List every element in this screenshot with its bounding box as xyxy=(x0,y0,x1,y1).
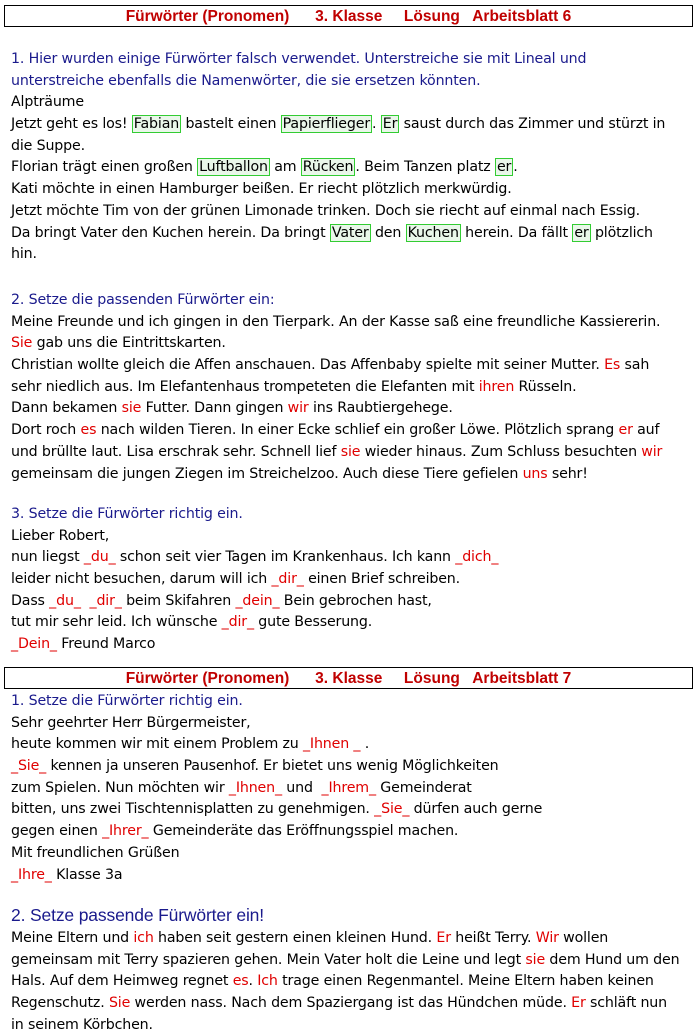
answer-pronoun: Es xyxy=(604,357,621,374)
text: . xyxy=(248,973,258,990)
answer-pronoun: sie xyxy=(121,400,142,417)
text: Klasse 3a xyxy=(51,866,123,883)
text: Da bringt Vater den Kuchen herein. Da bringt xyxy=(11,224,330,241)
answer-pronoun: _Dein_ xyxy=(11,636,57,653)
highlight-noun: Luftballon xyxy=(199,159,268,176)
text: kennen ja unseren Pausenhof. Er bietet uns wenig Möglichkeiten xyxy=(46,758,499,775)
text: . xyxy=(513,159,518,176)
letter-line: Sehr geehrter Herr Bürgermeister, xyxy=(11,714,251,731)
story-line xyxy=(11,114,692,136)
text-line xyxy=(11,377,692,399)
instruction-1a: 1. Hier wurden einige Fürwörter falsch verwendet. Unterstreiche sie mit Lineal und xyxy=(11,51,587,67)
text-line xyxy=(11,928,692,950)
answer-pronoun: _Sie_ xyxy=(374,801,410,818)
answer-pronoun: es xyxy=(232,973,249,990)
text-line xyxy=(11,398,692,420)
text: Florian trägt einen großen xyxy=(11,159,198,176)
text: Jetzt geht es los! xyxy=(11,116,132,133)
text: nach wilden Tieren. In einer Ecke schlief ein großer Löwe. Plötzlich sprang xyxy=(96,422,619,439)
answer-pronoun: ich xyxy=(133,930,154,946)
text xyxy=(81,593,90,609)
text: schon seit vier Tagen im Krankenhaus. Ich kann xyxy=(115,549,456,566)
highlight-noun: Kuchen xyxy=(407,224,459,241)
text: und xyxy=(281,779,322,796)
text: den xyxy=(370,224,406,241)
text: haben seit gestern einen kleinen Hund. xyxy=(153,930,437,946)
story-line xyxy=(11,157,692,179)
text: beim Skifahren xyxy=(121,592,236,609)
text: Hals. Auf dem Heimweg regnet xyxy=(11,973,233,990)
answer-pronoun: _Ihrer_ xyxy=(102,823,149,840)
letter-line xyxy=(11,799,692,821)
answer-pronoun: _dir_ xyxy=(89,592,122,609)
letter-line xyxy=(11,612,692,634)
letter-line xyxy=(11,865,692,887)
story-line xyxy=(11,223,692,245)
highlight-noun: Fabian xyxy=(133,116,180,133)
text: Christian wollte gleich die Affen anschauen. Das Affenbaby spielte mit seiner Mutter. xyxy=(11,357,605,374)
instruction-2: 2. Setze die passenden Fürwörter ein: xyxy=(11,292,275,308)
text: nun liegst xyxy=(11,549,84,566)
text: sehr! xyxy=(547,465,588,482)
letter-line: Mit freundlichen Grüßen xyxy=(11,844,180,861)
highlight-noun: Vater xyxy=(331,224,369,241)
text-line xyxy=(11,993,692,1015)
text: einen Brief schreiben. xyxy=(303,571,461,588)
answer-pronoun: wir xyxy=(287,400,309,417)
text-line xyxy=(11,971,692,993)
text: sehr niedlich aus. Im Elefantenhaus trompeteten die Elefanten mit xyxy=(11,378,479,395)
story-line: Kati möchte in einen Hamburger beißen. Er riecht plötzlich merkwürdig. xyxy=(11,181,512,198)
text: dem Hund um den xyxy=(545,951,680,968)
answer-pronoun: _dich_ xyxy=(455,549,499,566)
text-line: Meine Freunde und ich gingen in den Tierpark. An der Kasse saß eine freundliche Kassiererin. xyxy=(11,313,661,330)
text: gute Besserung. xyxy=(253,614,373,631)
instruction-4: 1. Setze die Fürwörter richtig ein. xyxy=(11,693,243,709)
text: Dann bekamen xyxy=(11,400,122,417)
highlight-noun: Papierflieger xyxy=(282,116,371,133)
text: . Beim Tanzen platz xyxy=(355,159,495,176)
answer-pronoun: _dir_ xyxy=(221,614,254,631)
answer-pronoun: _Sie_ xyxy=(11,758,47,775)
text: bastelt einen xyxy=(181,116,281,133)
text: werden nass. Nach dem Spaziergang ist das Hündchen müde. xyxy=(130,995,572,1012)
answer-pronoun: Er xyxy=(436,930,451,946)
text-line: in seinem Körbchen. xyxy=(11,1016,153,1033)
answer-pronoun: _du_ xyxy=(83,549,116,566)
text: Regenschutz. xyxy=(11,995,109,1012)
answer-pronoun: Er xyxy=(571,995,586,1012)
highlight-pronoun: Er xyxy=(382,116,398,133)
text: . xyxy=(372,116,381,133)
answer-pronoun: Sie xyxy=(108,995,131,1012)
text: Dort roch xyxy=(11,422,81,439)
text-line xyxy=(11,333,692,355)
highlight-noun: Rücken xyxy=(302,159,354,176)
story-line: die Suppe. xyxy=(11,137,85,154)
answer-pronoun: Wir xyxy=(535,930,559,946)
answer-pronoun: _Ihnen_ xyxy=(228,779,282,796)
text-line xyxy=(11,950,692,972)
text: ins Raubtiergehege. xyxy=(308,400,453,417)
text: zum Spielen. Nun möchten wir xyxy=(11,779,229,796)
highlight-pronoun: er xyxy=(496,159,512,176)
answer-pronoun: _Ihre_ xyxy=(11,866,52,883)
section-5 xyxy=(11,902,692,1036)
text: gegen einen xyxy=(11,823,103,840)
text: auf xyxy=(632,422,660,439)
section-3 xyxy=(11,504,692,656)
text: Bein gebrochen hast, xyxy=(279,592,432,609)
story-title: Alpträume xyxy=(11,94,84,111)
text: trage einen Regenmantel. Meine Eltern haben keinen xyxy=(277,973,654,990)
letter-line xyxy=(11,569,692,591)
answer-pronoun: ihren xyxy=(478,378,515,395)
answer-pronoun: _du_ xyxy=(49,592,81,609)
text: dürfen auch gerne xyxy=(409,801,543,818)
answer-pronoun: sie xyxy=(340,443,361,460)
section-2 xyxy=(11,290,692,485)
letter-line: Lieber Robert, xyxy=(11,527,110,544)
text: gab uns die Eintrittskarten. xyxy=(32,335,226,352)
answer-pronoun: uns xyxy=(522,465,548,482)
text: Gemeinderat xyxy=(375,779,472,796)
text: Futter. Dann gingen xyxy=(141,400,288,417)
text-line xyxy=(11,464,692,486)
letter-line xyxy=(11,778,692,800)
text: tut mir sehr leid. Ich wünsche xyxy=(11,614,222,631)
instruction-1b: unterstreiche ebenfalls die Namenwörter, die sie ersetzen könnten. xyxy=(11,72,481,89)
text: wollen xyxy=(558,930,609,946)
text: Gemeinderäte das Eröffnungsspiel machen. xyxy=(148,823,459,840)
answer-pronoun: _dein_ xyxy=(235,592,280,609)
text: heute kommen wir mit einem Problem zu xyxy=(11,736,303,753)
answer-pronoun: sie xyxy=(525,951,546,968)
text: sah xyxy=(620,357,650,374)
text: heißt Terry. xyxy=(450,930,536,946)
instruction-3: 3. Setze die Fürwörter richtig ein. xyxy=(11,506,243,522)
text: gemeinsam mit Terry spazieren gehen. Mein Vater holt die Leine und legt xyxy=(11,951,526,968)
story-line: Jetzt möchte Tim von der grünen Limonade trinken. Doch sie riecht auf einmal nach Essig. xyxy=(11,202,641,219)
letter-line xyxy=(11,756,692,778)
letter-line xyxy=(11,591,692,613)
answer-pronoun: _dir_ xyxy=(271,571,304,588)
text: herein. Da fällt xyxy=(460,224,573,241)
answer-pronoun: Ich xyxy=(257,973,278,990)
section-1 xyxy=(11,49,692,266)
text: leider nicht besuchen, darum will ich xyxy=(11,571,272,588)
letter-line xyxy=(11,734,692,756)
answer-pronoun: es xyxy=(80,422,97,439)
text-line xyxy=(11,442,692,464)
answer-pronoun: _Ihnen _ xyxy=(302,736,361,753)
text: schläft nun xyxy=(585,995,667,1012)
highlight-pronoun: er xyxy=(574,224,589,241)
text: saust durch das Zimmer und stürzt in xyxy=(399,116,666,133)
worksheet-header-7: Fürwörter (Pronomen) 3. Klasse Lösung Arbeitsblatt 7 xyxy=(4,667,693,689)
letter-line xyxy=(11,547,692,569)
text: am xyxy=(269,159,301,176)
text: gemeinsam die jungen Ziegen im Streichelzoo. Auch diese Tiere gefielen xyxy=(11,465,523,482)
text-line xyxy=(11,355,692,377)
text: Rüsseln. xyxy=(514,378,577,395)
text: bitten, uns zwei Tischtennisplatten zu genehmigen. xyxy=(11,801,375,818)
letter-line xyxy=(11,821,692,843)
text: . xyxy=(360,736,370,753)
answer-pronoun: er xyxy=(618,422,633,439)
text: und brüllte laut. Lisa erschrak sehr. Schnell lief xyxy=(11,443,341,460)
text: wieder hinaus. Zum Schluss besuchten xyxy=(360,443,642,460)
instruction-5: 2. Setze passende Fürwörter ein! xyxy=(11,905,264,925)
text: plötzlich xyxy=(590,224,653,241)
letter-line xyxy=(11,634,692,656)
text: Dass xyxy=(11,592,50,609)
text: Meine Eltern und xyxy=(11,930,134,946)
answer-pronoun: _Ihrem_ xyxy=(321,779,376,796)
section-4 xyxy=(11,691,692,886)
answer-pronoun: wir xyxy=(641,443,663,460)
text: Freund Marco xyxy=(56,636,156,653)
story-line: hin. xyxy=(11,246,37,263)
text-line xyxy=(11,420,692,442)
answer-pronoun: Sie xyxy=(11,335,33,352)
worksheet-header-6: Fürwörter (Pronomen) 3. Klasse Lösung Arbeitsblatt 6 xyxy=(4,5,693,27)
